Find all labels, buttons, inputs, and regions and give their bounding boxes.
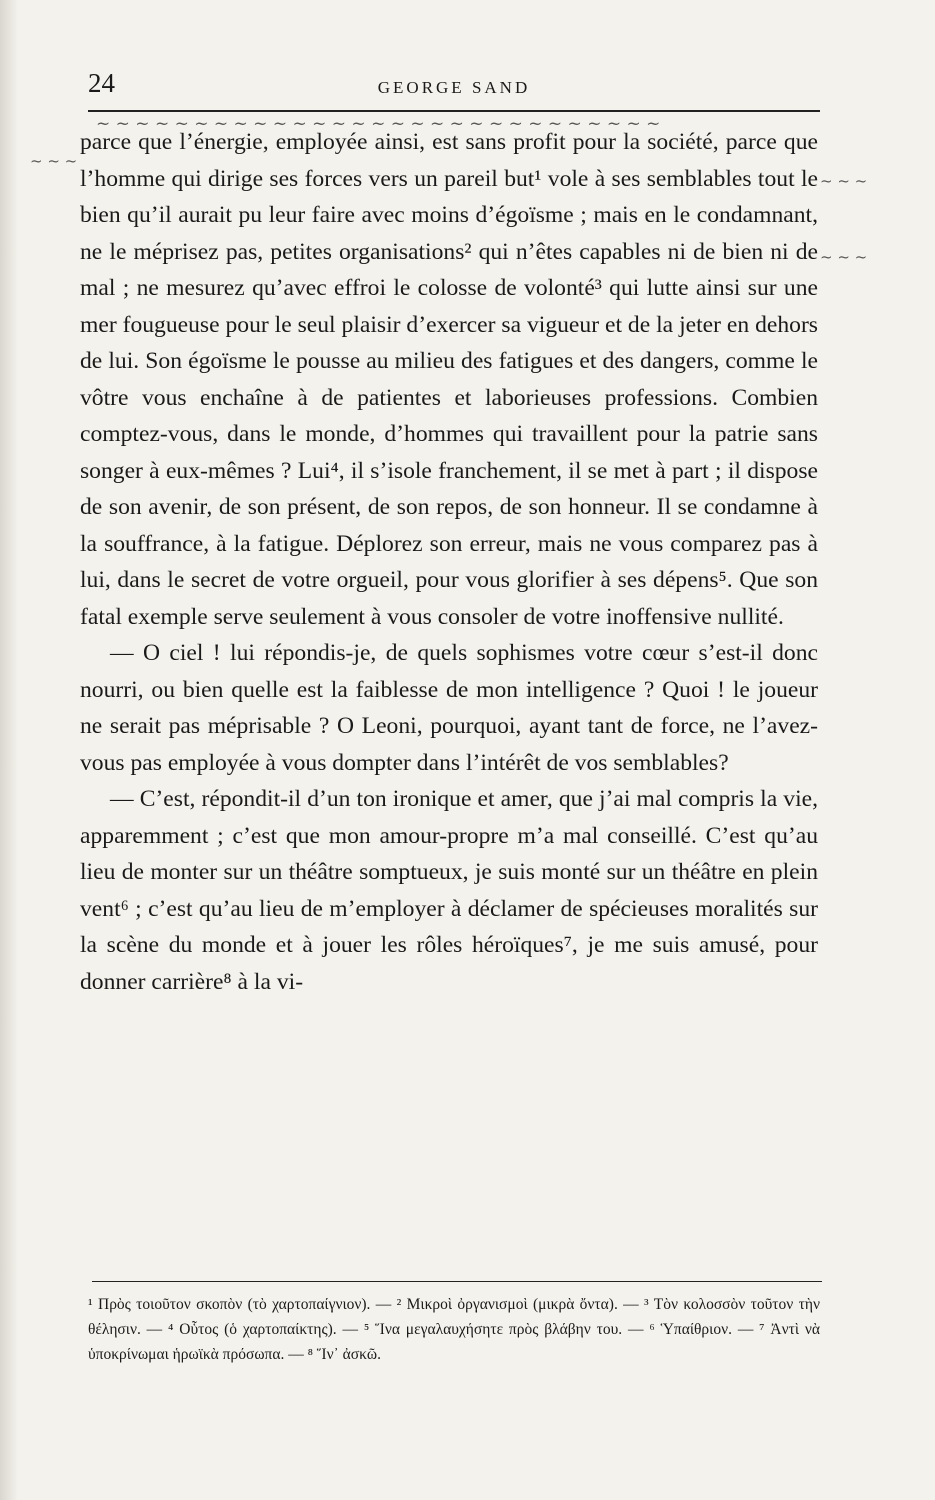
handwritten-annotation: ~ ~ ~ — [820, 248, 868, 266]
body-text — [80, 124, 818, 1000]
header-rule — [88, 110, 820, 112]
paragraph: — O ciel ! lui répondis-je, de quels sophismes votre cœur s’est-il donc nourri, ou bien quelle est la faiblesse de mon intelligence ? Quoi ! le joueur ne serait pas méprisable ? O Leoni, pourquoi, ayant tant de force, ne l’avez-vous pas employée à vous dompter dans l’intérêt de vos semblables? — [80, 640, 818, 776]
handwritten-annotation: ~ ~ ~ ~ ~ ~ ~ ~ ~ ~ ~ ~ ~ ~ ~ ~ ~ ~ ~ ~ ~ ~ ~ ~ ~ ~ ~ ~ ~ — [96, 114, 661, 134]
paragraph: parce que l’énergie, employée ainsi, est sans profit pour la société, parce que l’homme qui dirige ses forces vers un pareil but¹ vole à ses semblables tout le bien qu’il aurait pu leur faire avec moins d’égoïsme ; mais en le condamnant, ne le méprisez pas, petites organisations² qui n’êtes capables ni de bien ni de mal ; ne mesurez qu’avec effroi le colosse de volonté³ qui lutte ainsi sur une mer fougueuse pour le seul plaisir d’exercer sa vigueur et de la jeter en dehors de lui. Son égoïsme le pousse au milieu des fatigues et des dangers, comme le vôtre vous enchaîne à de patientes et laborieuses professions. Combien comptez-vous, dans le monde, d’hommes qui travaillent pour la patrie sans songer à eux-mêmes ? Lui⁴, il s’isole franchement, il se met à part ; il dispose de son avenir, de son présent, de son repos, de son honneur. Il se condamne à la souffrance, à la fatigue. Déplorez son erreur, mais ne vous comparez pas à lui, dans le secret de votre orgueil, pour vous glorifier à ses dépens⁵. Que son fatal exemple serve seulement à vous consoler de votre inoffensive nullité. — [80, 129, 818, 630]
handwritten-annotation: ~ ~ ~ — [30, 152, 78, 170]
footnotes — [88, 1292, 820, 1367]
footnote-rule — [92, 1281, 822, 1282]
page-number: 24 — [88, 68, 115, 98]
page-edge-shadow — [0, 0, 18, 1500]
footnote-text: ¹ Πρὸς τοιοῦτον σκοπὸν (τὸ χαρτοπαίγνιον). — ² Μικροὶ ὀργανισμοὶ (μικρὰ ὄντα). — ³ Τὸν κολοσσὸν τοῦτον τὴν θέλησιν. — ⁴ Οὗτος (ὁ χαρτοπαίκτης). — ⁵ Ἵνα μεγαλαυχήσητε πρὸς βλάβην του. — ⁶ Ὑπαίθριον. — ⁷ Ἀντὶ νὰ ὑποκρίνωμαι ἡρωϊκὰ πρόσωπα. — ⁸ Ἵν᾽ ἀσκῶ. — [88, 1296, 820, 1363]
page-header — [88, 68, 820, 104]
paragraph: — C’est, répondit-il d’un ton ironique et amer, que j’ai mal compris la vie, apparemment ; c’est que mon amour-propre m’a mal conseillé. C’est qu’au lieu de monter sur un théâtre somptueux, je suis monté sur un théâtre en plein vent⁶ ; c’est qu’au lieu de m’employer à déclamer de spécieuses moralités sur la scène du monde et à jouer les rôles héroïques⁷, je me suis amusé, pour donner carrière⁸ à la vi- — [80, 786, 818, 995]
running-title: GEORGE SAND — [377, 78, 531, 97]
handwritten-annotation: ~ ~ ~ — [820, 172, 868, 190]
